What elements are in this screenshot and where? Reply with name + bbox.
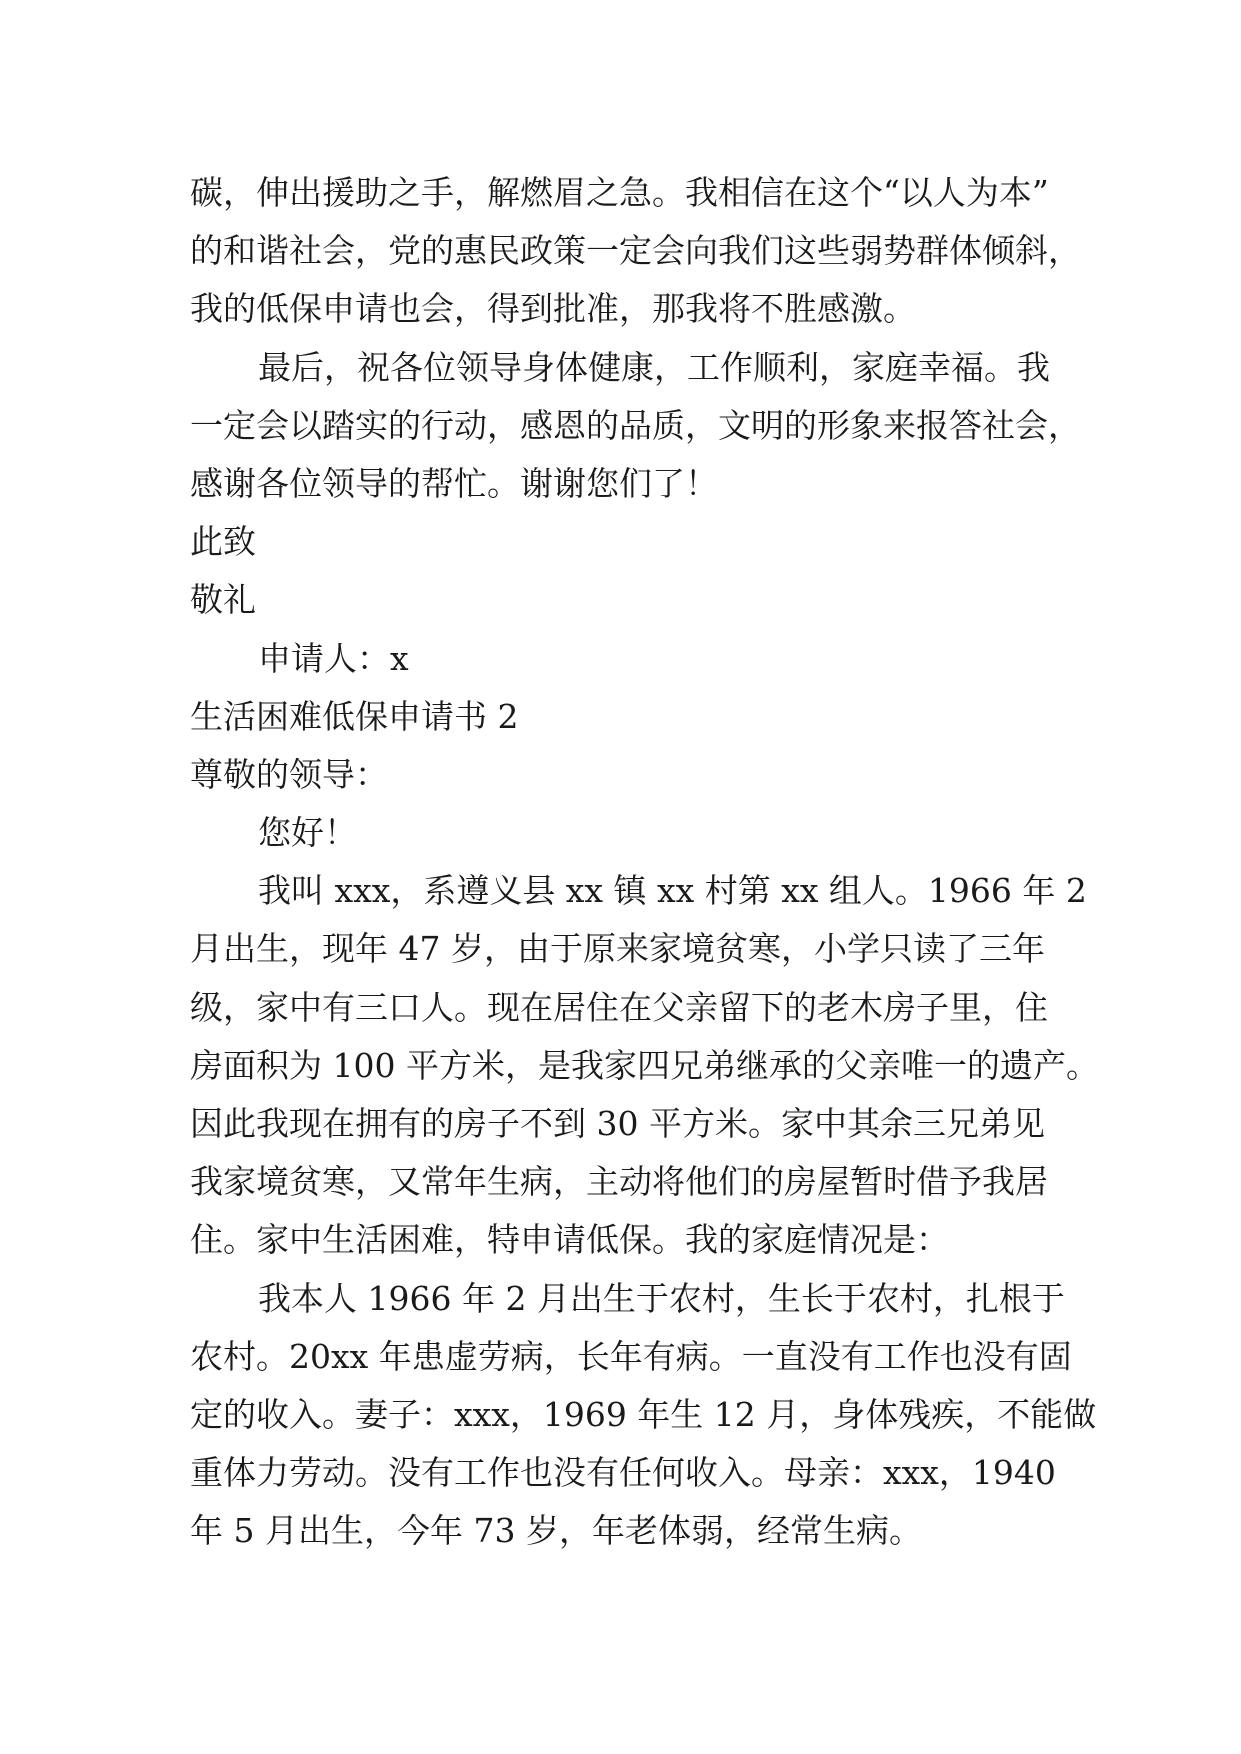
text-line: 住。家中生活困难，特申请低保。我的家庭情况是： bbox=[190, 1220, 949, 1260]
text-line: 年 5 月出生，今年 73 岁，年老体弱，经常生病。 bbox=[190, 1511, 922, 1551]
text-line: 碳，伸出援助之手，解燃眉之急。我相信在这个“以人为本” bbox=[190, 173, 1049, 212]
text-line: 的和谐社会，党的惠民政策一定会向我们这些弱势群体倾斜， bbox=[190, 231, 1081, 271]
text-line: 重体力劳动。没有工作也没有任何收入。母亲：xxx，1940 bbox=[190, 1453, 1056, 1493]
text-line: 我叫 xxx，系遵义县 xx 镇 xx 村第 xx 组人。1966 年 2 bbox=[258, 871, 1087, 911]
text-line: 房面积为 100 平方米，是我家四兄弟继承的父亲唯一的遗产。 bbox=[190, 1045, 1099, 1085]
text-line: 生活困难低保申请书 2 bbox=[190, 696, 519, 736]
text-line: 申请人：x bbox=[258, 638, 409, 678]
text-line: 最后，祝各位领导身体健康，工作顺利，家庭幸福。我 bbox=[258, 347, 1050, 387]
text-line: 一定会以踏实的行动，感恩的品质，文明的形象来报答社会， bbox=[190, 405, 1081, 445]
text-line: 农村。20xx 年患虚劳病，长年有病。一直没有工作也没有固 bbox=[190, 1336, 1072, 1376]
text-line: 月出生，现年 47 岁，由于原来家境贫寒，小学只读了三年 bbox=[190, 929, 1045, 969]
text-line: 此致 bbox=[190, 522, 256, 562]
text-line: 我家境贫寒，又常年生病，主动将他们的房屋暂时借予我居 bbox=[190, 1162, 1048, 1202]
document-body bbox=[190, 164, 1099, 1561]
text-line: 我本人 1966 年 2 月出生于农村，生长于农村，扎根于 bbox=[258, 1278, 1065, 1318]
text-line: 感谢各位领导的帮忙。谢谢您们了！ bbox=[190, 463, 718, 503]
text-line: 定的收入。妻子：xxx，1969 年生 12 月，身体残疾，不能做 bbox=[190, 1394, 1097, 1434]
text-line: 因此我现在拥有的房子不到 30 平方米。家中其余三兄弟见 bbox=[190, 1104, 1045, 1143]
text-line: 敬礼 bbox=[190, 580, 256, 620]
text-line: 您好！ bbox=[258, 813, 357, 853]
text-line: 级，家中有三口人。现在居住在父亲留下的老木房子里，住 bbox=[190, 987, 1048, 1027]
text-line: 我的低保申请也会，得到批准，那我将不胜感激。 bbox=[190, 289, 916, 329]
text-line: 尊敬的领导： bbox=[190, 754, 388, 794]
